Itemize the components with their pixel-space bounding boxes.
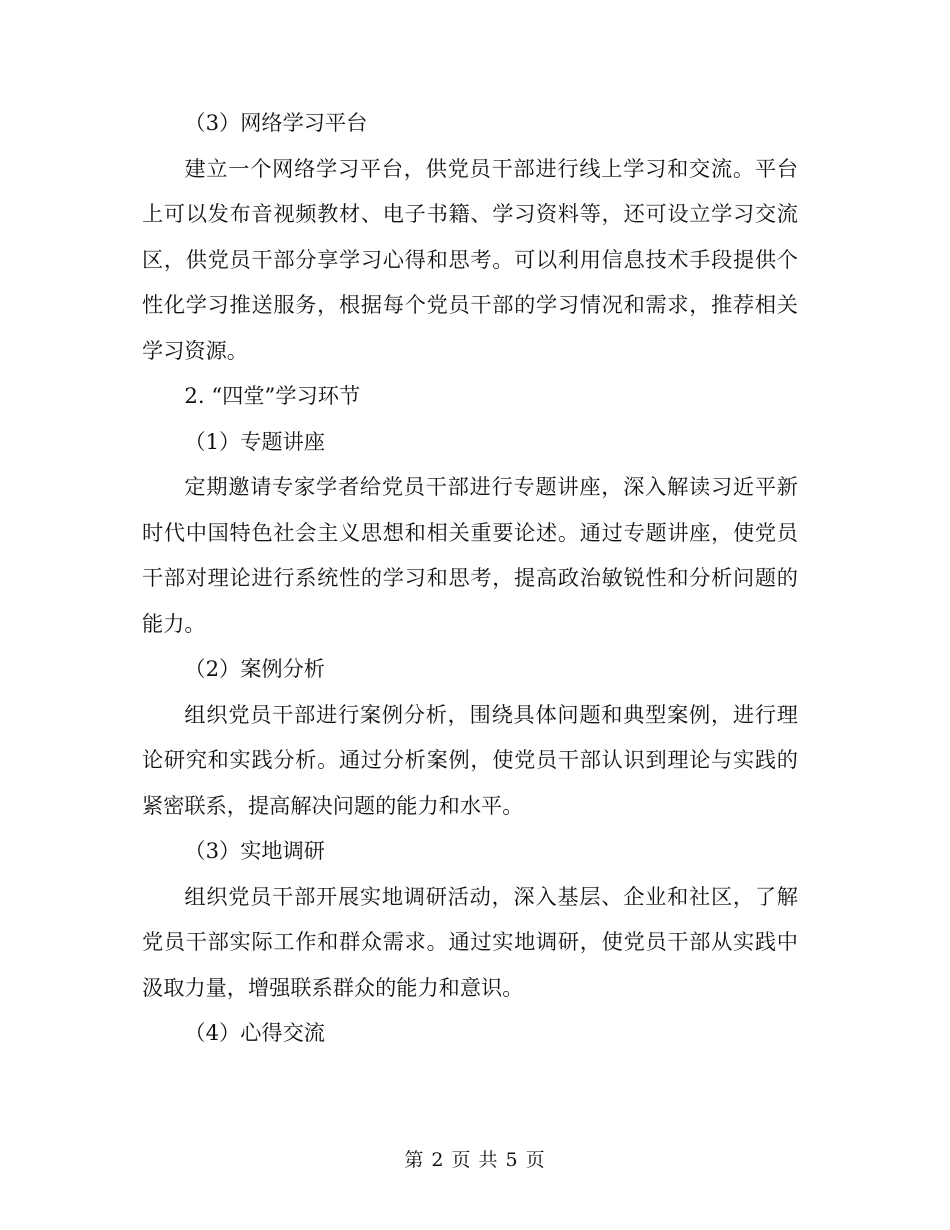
paragraph-lectures: 定期邀请专家学者给党员干部进行专题讲座，深入解读习近平新时代中国特色社会主义思想和相关重要论述。通过专题讲座，使党员干部对理论进行系统性的学习和思考，提高政治敏锐性和分析问题的能力。 <box>142 474 798 636</box>
section-heading-field-research: （3）实地调研 <box>184 838 325 863</box>
section-heading-lectures: （1）专题讲座 <box>184 428 325 454</box>
document-body <box>142 100 798 1056</box>
section-heading-four-halls: 2. “四堂”学习环节 <box>184 383 361 408</box>
paragraph-case-analysis: 组织党员干部进行案例分析，围绕具体问题和典型案例，进行理论研究和实践分析。通过分析案例，使党员干部认识到理论与实践的紧密联系，提高解决问题的能力和水平。 <box>142 701 798 818</box>
section-heading-network-platform: （3）网络学习平台 <box>184 110 368 135</box>
section-heading-case-analysis: （2）案例分析 <box>184 656 325 681</box>
section-heading-experience-exchange: （4）心得交流 <box>184 1020 325 1045</box>
paragraph-network-platform: 建立一个网络学习平台，供党员干部进行线上学习和交流。平台上可以发布音视频教材、电子书籍、学习资料等，还可设立学习交流区，供党员干部分享学习心得和思考。可以利用信息技术手段提供个性化学习推送服务，根据每个党员干部的学习情况和需求，推荐相关学习资源。 <box>142 155 798 363</box>
paragraph-field-research: 组织党员干部开展实地调研活动，深入基层、企业和社区，了解党员干部实际工作和群众需求。通过实地调研，使党员干部从实践中汲取力量，增强联系群众的能力和意识。 <box>142 883 798 1000</box>
page-number-footer: 第 2 页 共 5 页 <box>404 1149 546 1171</box>
